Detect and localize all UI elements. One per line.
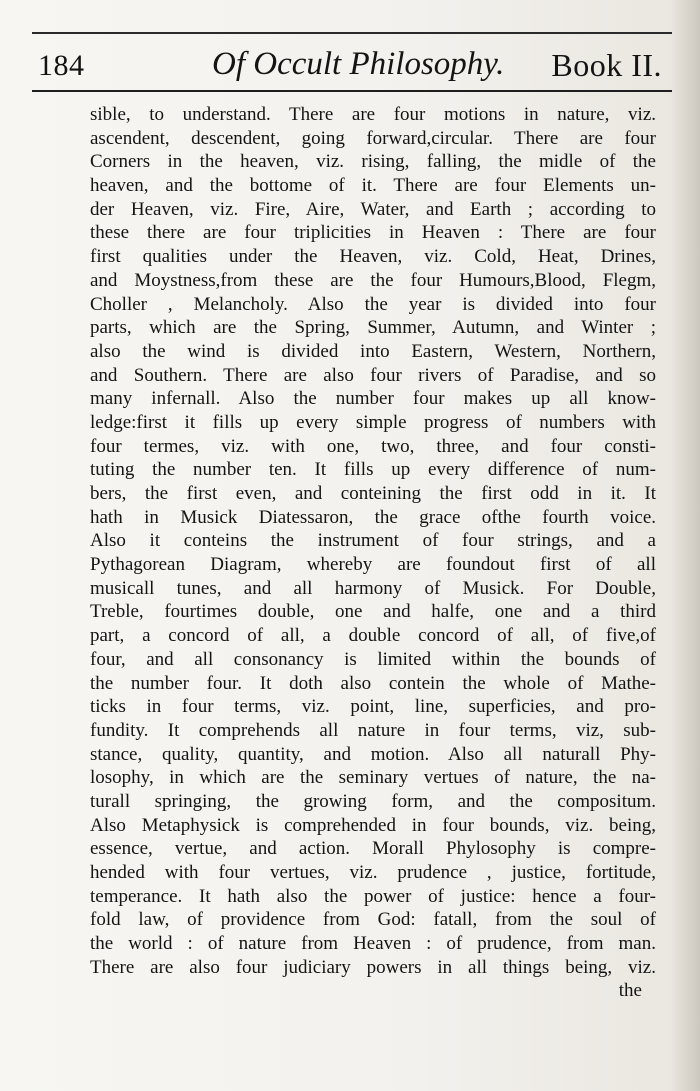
text-line: losophy, in which are the seminary vertues of nature, the na- [90, 767, 656, 789]
body-text [90, 103, 656, 1003]
text-line: Pythagorean Diagram, whereby are foundout first of all [90, 554, 656, 576]
text-line: musicall tunes, and all harmony of Musick. For Double, [90, 577, 656, 599]
text-line: Treble, fourtimes double, one and halfe, one and a third [90, 601, 656, 623]
text-line: four, and all consonancy is limited within the bounds of [90, 648, 656, 670]
page-number: 184 [38, 49, 85, 82]
running-title: Of Occult Philosophy. [212, 46, 505, 82]
text-line: sible, to understand. There are four motions in nature, viz. [90, 104, 656, 125]
text-line: Also Metaphysick is comprehended in four bounds, viz. being, [90, 814, 656, 836]
text-line: Choller , Melancholy. Also the year is divided into four [90, 293, 656, 315]
text-line: these there are four triplicities in Heaven : There are four [90, 222, 656, 244]
text-line: ascendent, descendent, going forward,circular. There are four [90, 127, 656, 149]
text-line: and Moystness,from these are the four Humours,Blood, Flegm, [90, 269, 656, 291]
text-line: tuting the number ten. It fills up every difference of num- [90, 459, 656, 481]
text-line: four termes, viz. with one, two, three, and four consti- [90, 435, 656, 457]
text-line: Also it conteins the instrument of four strings, and a [90, 530, 656, 552]
text-line: first qualities under the Heaven, viz. Cold, Heat, Drines, [90, 246, 656, 268]
top-border-rule [32, 32, 672, 34]
text-line: temperance. It hath also the power of justice: hence a four- [90, 885, 656, 907]
book-label: Book II. [551, 47, 662, 83]
text-line: ticks in four terms, viz. point, line, superficies, and pro- [90, 696, 656, 718]
text-line: stance, quality, quantity, and motion. Also all naturall Phy- [90, 743, 656, 765]
text-line: hended with four vertues, viz. prudence , justice, fortitude, [90, 862, 656, 883]
text-line: the number four. It doth also contein the whole of Mathe- [90, 672, 656, 694]
page-edge-shadow [670, 0, 700, 1091]
running-head [34, 36, 662, 92]
text-line: der Heaven, viz. Fire, Aire, Water, and Earth ; according to [90, 198, 656, 220]
text-line: bers, the first even, and conteining the first odd in it. It [90, 483, 656, 504]
text-line: ledge:first it fills up every simple progress of numbers with [90, 411, 656, 433]
text-line: part, a concord of all, a double concord of all, of five,of [90, 625, 656, 647]
text-line: heaven, and the bottome of it. There are four Elements un- [90, 175, 656, 197]
text-line: Corners in the heaven, viz. rising, falling, the midle of the [90, 151, 656, 173]
text-line: turall springing, the growing form, and the compositum. [90, 790, 656, 812]
text-line: the world : of nature from Heaven : of prudence, from man. [90, 933, 656, 955]
text-line: fold law, of providence from God: fatall, from the soul of [90, 909, 656, 931]
text-line: parts, which are the Spring, Summer, Autumn, and Winter ; [90, 317, 656, 339]
text-line: fundity. It comprehends all nature in four terms, viz, sub- [90, 719, 656, 741]
header-rule [32, 90, 672, 92]
text-line: also the wind is divided into Eastern, Western, Northern, [90, 340, 656, 362]
text-line: There are also four judiciary powers in all things being, viz. [90, 956, 656, 978]
text-line: many infernall. Also the number four makes up all know- [90, 388, 656, 410]
text-line: essence, vertue, and action. Morall Phylosophy is compre- [90, 838, 656, 860]
catchword: the [618, 980, 642, 1002]
text-line: and Southern. There are also four rivers of Paradise, and so [90, 364, 656, 386]
text-line: hath in Musick Diatessaron, the grace ofthe fourth voice. [90, 506, 656, 528]
